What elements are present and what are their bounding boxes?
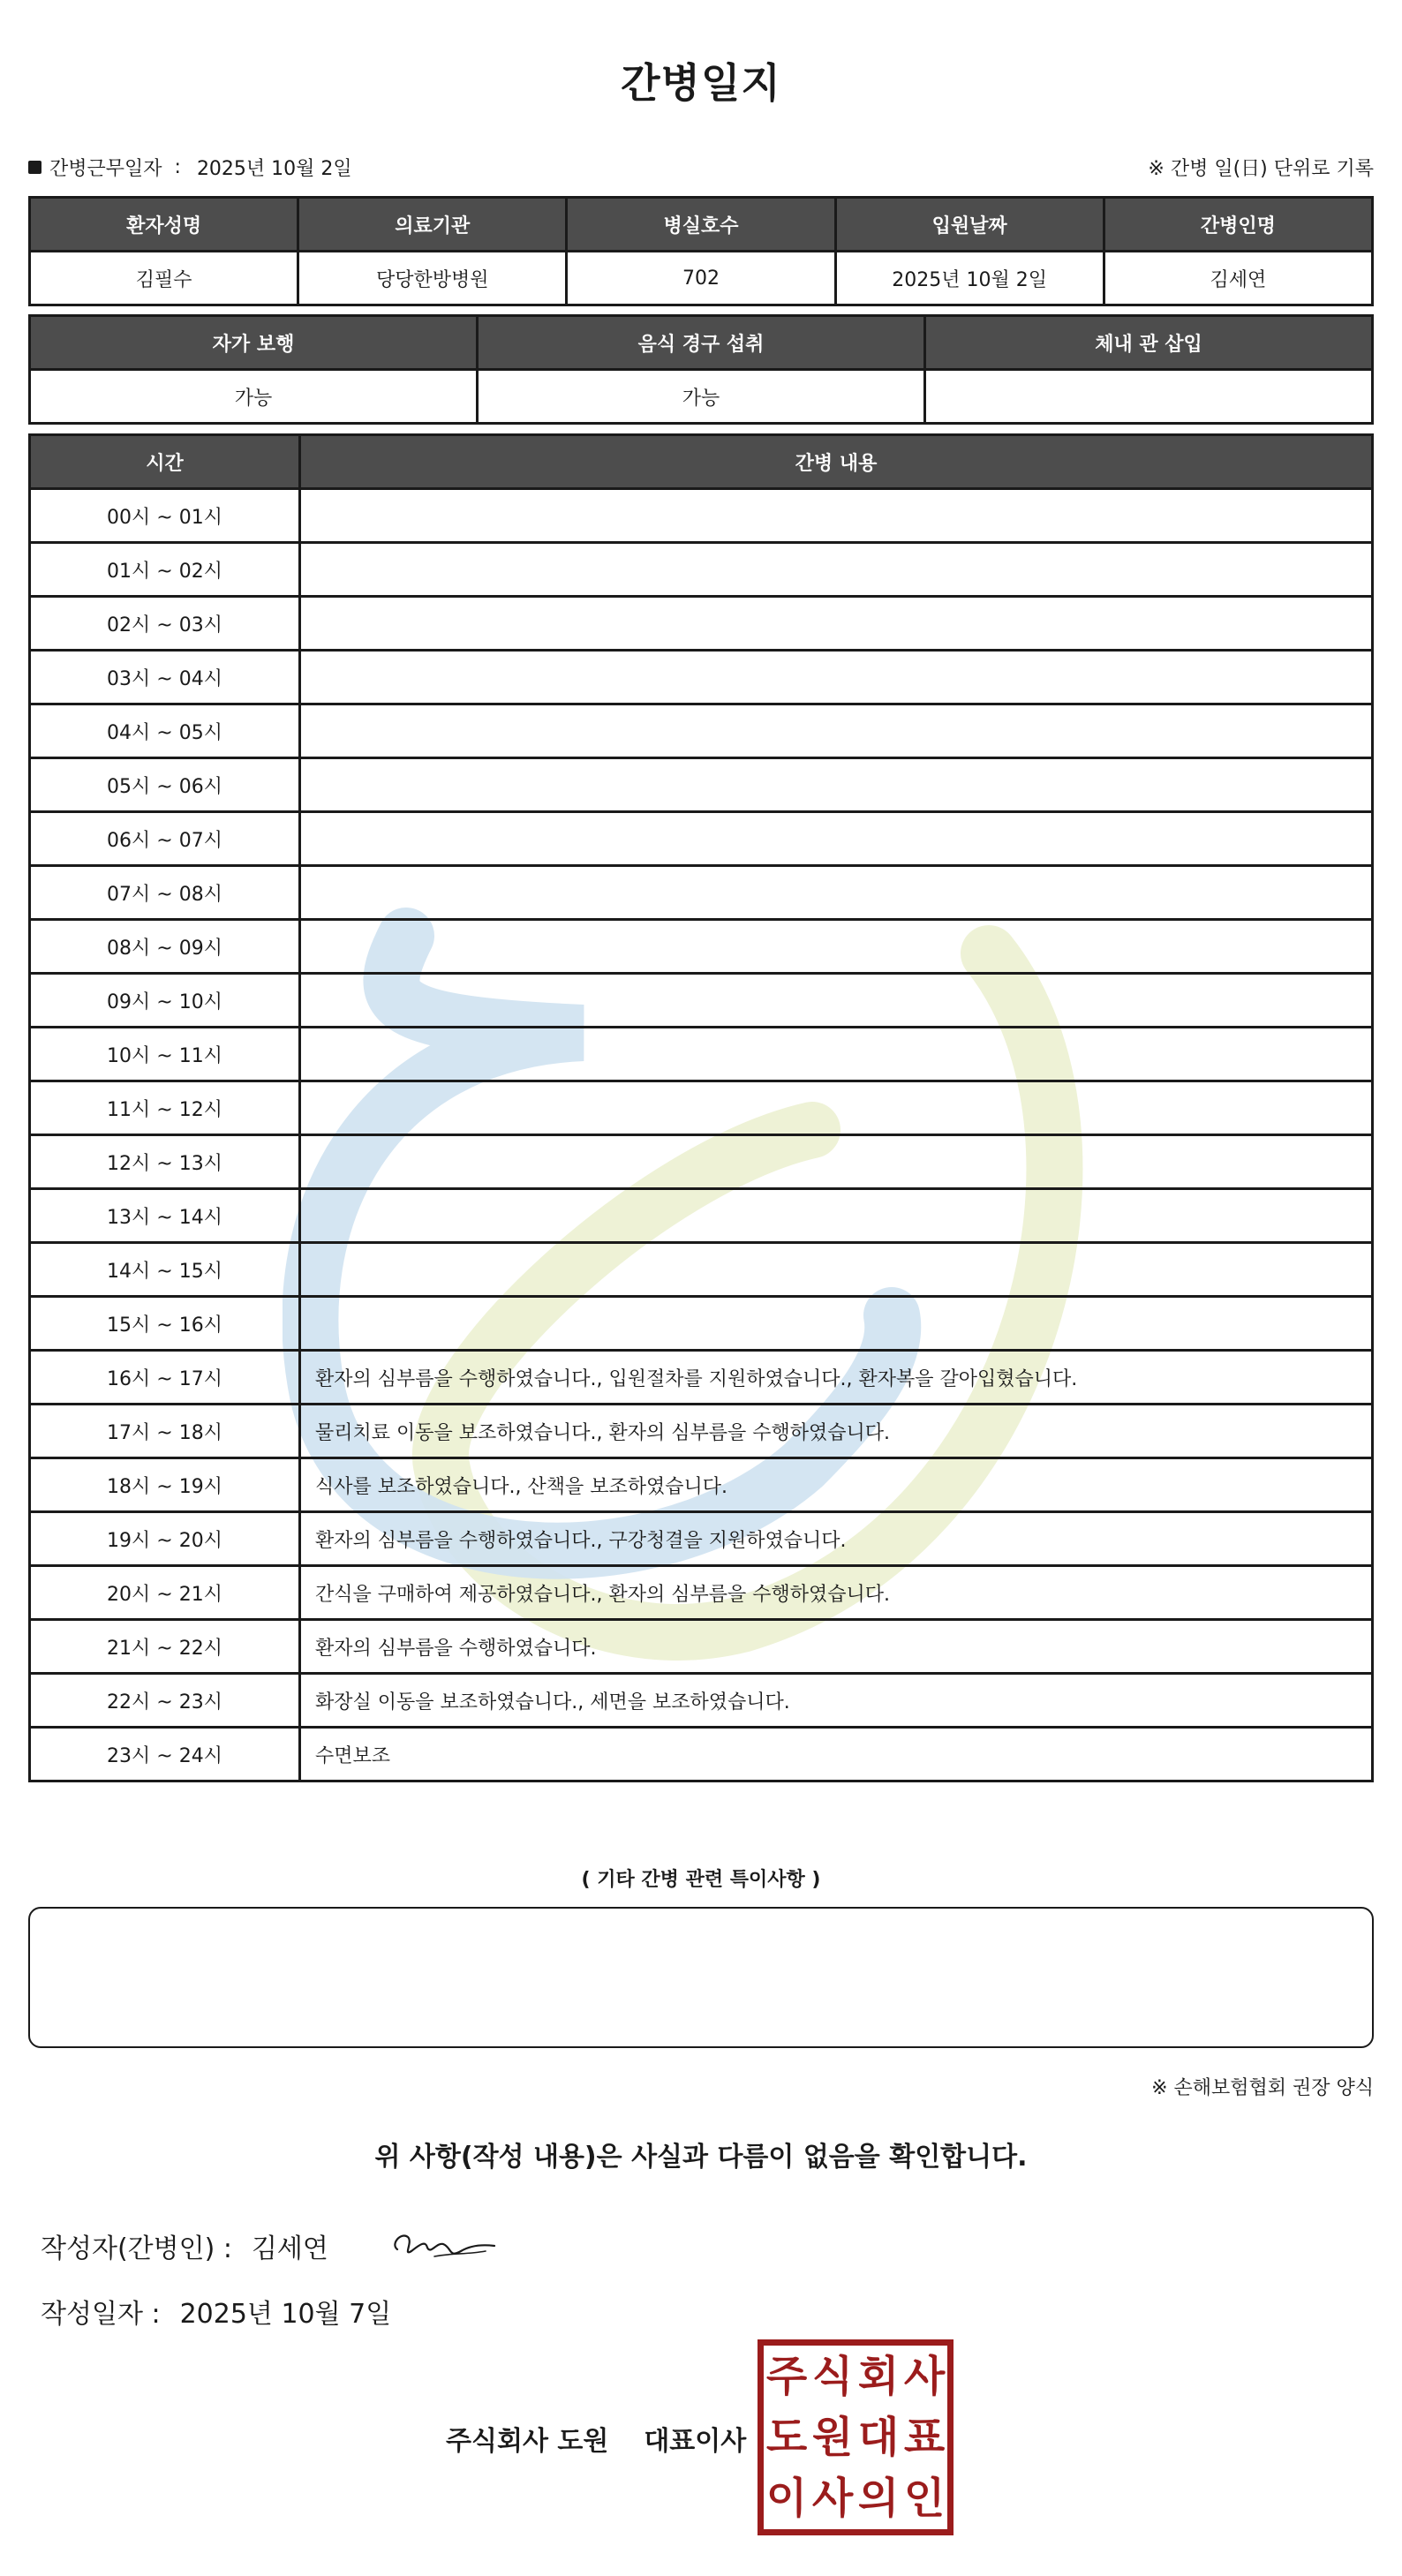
seal-character: 사 (903, 2351, 946, 2401)
care-log-content (300, 866, 1373, 920)
author-name: 김세연 (251, 2233, 328, 2264)
work-date-value: 2025년 10월 2일 (196, 158, 352, 180)
header-caregiver-name: 간병인명 (1104, 198, 1372, 252)
care-log-time: 08시 ~ 09시 (30, 920, 300, 974)
header-admission-date: 입원날짜 (835, 198, 1104, 252)
seal-character: 회 (857, 2351, 900, 2401)
care-log-row (30, 920, 1373, 974)
condition-value-row (30, 370, 1373, 424)
care-log-row (30, 1243, 1373, 1297)
oral-intake-value: 가능 (478, 370, 925, 424)
care-log-row (30, 704, 1373, 758)
work-date-separator: : (174, 156, 181, 178)
care-log-row (30, 1351, 1373, 1405)
header-self-walking: 자가 보행 (30, 316, 478, 370)
care-log-row (30, 1297, 1373, 1351)
care-log-content: 환자의 심부름을 수행하였습니다., 입원절차를 지원하였습니다., 환자복을 갈아입혔습니다. (300, 1351, 1373, 1405)
care-log-row (30, 1512, 1373, 1566)
care-log-content: 간식을 구매하여 제공하였습니다., 환자의 심부름을 수행하였습니다. (300, 1566, 1373, 1620)
handwritten-signature (381, 2225, 505, 2265)
header-time: 시간 (30, 435, 300, 489)
care-log-content (300, 1135, 1373, 1189)
author-label: 작성자(간병인) : (41, 2233, 232, 2264)
care-log-time: 07시 ~ 08시 (30, 866, 300, 920)
patient-info-table (28, 196, 1374, 306)
unit-note: ※ 간병 일(日) 단위로 기록 (1148, 158, 1374, 180)
care-log-content (300, 974, 1373, 1028)
self-walking-value: 가능 (30, 370, 478, 424)
condition-header-row (30, 316, 1373, 370)
patient-name-value: 김필수 (30, 252, 298, 305)
care-log-content (300, 489, 1373, 543)
care-log-time: 00시 ~ 01시 (30, 489, 300, 543)
seal-character: 주 (765, 2351, 808, 2401)
care-log-row (30, 651, 1373, 704)
company-line (446, 2419, 746, 2458)
care-log-time: 13시 ~ 14시 (30, 1189, 300, 1243)
care-log-time: 04시 ~ 05시 (30, 704, 300, 758)
care-log-row (30, 1674, 1373, 1728)
seal-character: 인 (903, 2474, 946, 2524)
header-patient-name: 환자성명 (30, 198, 298, 252)
care-log-time: 09시 ~ 10시 (30, 974, 300, 1028)
written-date-line (41, 2292, 391, 2331)
care-log-content (300, 1243, 1373, 1297)
remarks-box (28, 1907, 1374, 2048)
room-number-value: 702 (567, 252, 835, 305)
header-tube-insertion: 체내 관 삽입 (925, 316, 1373, 370)
hospital-value: 당당한방병원 (298, 252, 567, 305)
care-log-row (30, 974, 1373, 1028)
page-title: 간병일지 (621, 59, 781, 107)
care-log-table (28, 433, 1374, 1782)
care-log-time: 23시 ~ 24시 (30, 1728, 300, 1781)
care-log-time: 05시 ~ 06시 (30, 758, 300, 812)
care-log-row (30, 1405, 1373, 1458)
care-log-time: 11시 ~ 12시 (30, 1081, 300, 1135)
care-log-header-row (30, 435, 1373, 489)
seal-character: 이 (765, 2474, 808, 2524)
care-log-row (30, 489, 1373, 543)
seal-character: 도 (765, 2412, 808, 2462)
care-log-time: 06시 ~ 07시 (30, 812, 300, 866)
header-oral-intake: 음식 경구 섭취 (478, 316, 925, 370)
care-log-time: 14시 ~ 15시 (30, 1243, 300, 1297)
care-log-row (30, 597, 1373, 651)
care-log-row (30, 1028, 1373, 1081)
care-log-time: 12시 ~ 13시 (30, 1135, 300, 1189)
patient-info-value-row (30, 252, 1373, 305)
care-log-row (30, 1458, 1373, 1512)
care-log-content (300, 920, 1373, 974)
care-log-row (30, 812, 1373, 866)
care-log-time: 02시 ~ 03시 (30, 597, 300, 651)
seal-character: 표 (903, 2412, 946, 2462)
care-log-row (30, 1081, 1373, 1135)
remarks-title: ( 기타 간병 관련 특이사항 ) (581, 1869, 821, 1891)
header-care-content: 간병 내용 (300, 435, 1373, 489)
care-log-row (30, 866, 1373, 920)
work-date-line (28, 154, 1374, 182)
care-log-content (300, 1297, 1373, 1351)
care-log-time: 20시 ~ 21시 (30, 1566, 300, 1620)
care-log-content (300, 597, 1373, 651)
care-log-content (300, 651, 1373, 704)
care-log-row (30, 1620, 1373, 1674)
care-log-content: 식사를 보조하였습니다., 산책을 보조하였습니다. (300, 1458, 1373, 1512)
care-log-row (30, 758, 1373, 812)
seal-character: 원 (811, 2412, 854, 2462)
care-log-time: 18시 ~ 19시 (30, 1458, 300, 1512)
care-log-content (300, 758, 1373, 812)
bullet-square-icon (28, 161, 41, 174)
care-log-content: 화장실 이동을 보조하였습니다., 세면을 보조하였습니다. (300, 1674, 1373, 1728)
care-log-content (300, 543, 1373, 597)
care-log-content: 환자의 심부름을 수행하였습니다. (300, 1620, 1373, 1674)
seal-character: 식 (811, 2351, 854, 2401)
care-log-time: 22시 ~ 23시 (30, 1674, 300, 1728)
admission-date-value: 2025년 10월 2일 (835, 252, 1104, 305)
company-representative: 대표이사 (644, 2426, 747, 2457)
care-log-time: 21시 ~ 22시 (30, 1620, 300, 1674)
care-log-row (30, 1189, 1373, 1243)
care-log-time: 01시 ~ 02시 (30, 543, 300, 597)
care-log-content (300, 1189, 1373, 1243)
care-log-time: 16시 ~ 17시 (30, 1351, 300, 1405)
care-log-content (300, 1028, 1373, 1081)
care-log-row (30, 1135, 1373, 1189)
header-hospital: 의료기관 (298, 198, 567, 252)
care-log-content: 수면보조 (300, 1728, 1373, 1781)
care-log-time: 17시 ~ 18시 (30, 1405, 300, 1458)
written-date-label: 작성일자 : (41, 2299, 161, 2330)
care-log-row (30, 1566, 1373, 1620)
work-date-label: 간병근무일자 (49, 158, 162, 180)
care-log-row (30, 1728, 1373, 1781)
patient-info-header-row (30, 198, 1373, 252)
seal-character: 의 (857, 2474, 900, 2524)
written-date-value: 2025년 10월 7일 (179, 2299, 392, 2330)
author-line (41, 2226, 328, 2265)
care-log-content (300, 812, 1373, 866)
company-seal-stamp (758, 2339, 954, 2535)
form-note: ※ 손해보험협회 권장 양식 (1151, 2077, 1374, 2099)
care-log-content: 환자의 심부름을 수행하였습니다., 구강청결을 지원하였습니다. (300, 1512, 1373, 1566)
seal-character: 대 (857, 2412, 900, 2462)
care-log-time: 10시 ~ 11시 (30, 1028, 300, 1081)
care-log-content: 물리치료 이동을 보조하였습니다., 환자의 심부름을 수행하였습니다. (300, 1405, 1373, 1458)
care-log-row (30, 543, 1373, 597)
condition-table (28, 314, 1374, 425)
confirmation-statement: 위 사항(작성 내용)은 사실과 다름이 없음을 확인합니다. (374, 2142, 1028, 2173)
care-log-time: 15시 ~ 16시 (30, 1297, 300, 1351)
header-room-number: 병실호수 (567, 198, 835, 252)
seal-character: 사 (811, 2474, 854, 2524)
company-name: 주식회사 도원 (446, 2426, 609, 2457)
caregiver-name-value: 김세연 (1104, 252, 1372, 305)
care-log-content (300, 1081, 1373, 1135)
care-log-time: 19시 ~ 20시 (30, 1512, 300, 1566)
care-log-time: 03시 ~ 04시 (30, 651, 300, 704)
care-log-content (300, 704, 1373, 758)
tube-insertion-value (925, 370, 1373, 424)
